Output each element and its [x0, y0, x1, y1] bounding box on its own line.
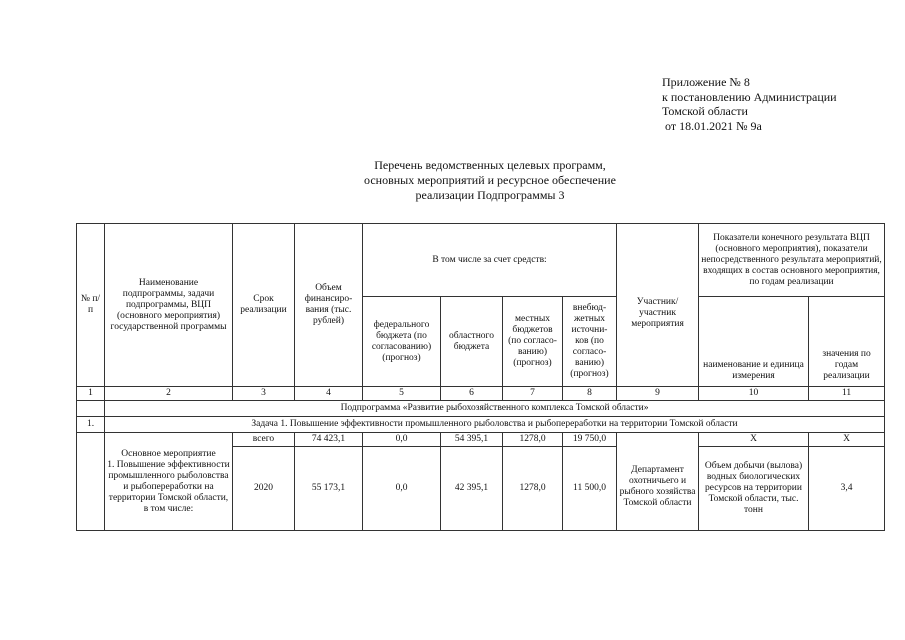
- col-number: 8: [563, 387, 617, 401]
- col-number: 7: [503, 387, 563, 401]
- activity-row-total: [77, 433, 885, 447]
- header-federal: федерального бюджета (по согласованию) (прогноз): [363, 297, 441, 387]
- col-number: 2: [105, 387, 233, 401]
- task-title: Задача 1. Повышение эффективности промышленного рыболовства и рыбопереработки на территории Томской области: [105, 417, 885, 433]
- subprogram-title: Подпрограмма «Развитие рыбохозяйственного комплекса Томской области»: [105, 401, 885, 417]
- extra-cell: 11 500,0: [563, 447, 617, 531]
- local-cell: 1278,0: [503, 447, 563, 531]
- program-table: [76, 223, 885, 531]
- header-name: Наименование подпрограммы, задачи подпрограммы, ВЦП (основного мероприятия) государственной программы: [105, 224, 233, 387]
- term-cell: 2020: [233, 447, 295, 531]
- appendix-line: от 18.01.2021 № 9а: [662, 118, 762, 133]
- appendix-block: [662, 75, 837, 133]
- participant-cell: Департамент охотничьего и рыбного хозяйства Томской области: [617, 433, 699, 531]
- activity-name: [105, 433, 233, 531]
- document-title: [300, 158, 680, 203]
- col-number: 1: [77, 387, 105, 401]
- appendix-line: к постановлению Администрации: [662, 89, 837, 104]
- appendix-line: Томской области: [662, 104, 748, 118]
- header-participant: Участник/ участник мероприятия: [617, 224, 699, 387]
- header-indicator-name: наименование и единица измерения: [699, 297, 809, 387]
- federal-cell: 0,0: [363, 433, 441, 447]
- term-cell: всего: [233, 433, 295, 447]
- col-number: 9: [617, 387, 699, 401]
- volume-cell: 55 173,1: [295, 447, 363, 531]
- extra-cell: 19 750,0: [563, 433, 617, 447]
- volume-cell: 74 423,1: [295, 433, 363, 447]
- regional-cell: 54 395,1: [441, 433, 503, 447]
- subprogram-num-cell: [77, 401, 105, 417]
- indicator-name-cell: X: [699, 433, 809, 447]
- title-line: основных мероприятий и ресурсное обеспечение: [364, 173, 616, 187]
- header-volume: Объем финансиро-вания (тыс. рублей): [295, 224, 363, 387]
- activity-num-cell: [77, 433, 105, 531]
- header-regional: областного бюджета: [441, 297, 503, 387]
- header-including: В том числе за счет средств:: [363, 224, 617, 297]
- federal-cell: 0,0: [363, 447, 441, 531]
- title-line: Перечень ведомственных целевых программ,: [374, 158, 606, 172]
- title-line: реализации Подпрограммы 3: [415, 188, 565, 202]
- header-local: местных бюджетов (по согласо-ванию) (прогноз): [503, 297, 563, 387]
- header-extra: внебюд-жетных источни-ков (по согласо-ванию) (прогноз): [563, 297, 617, 387]
- task-num: 1.: [77, 417, 105, 433]
- indicator-value-cell: X: [809, 433, 885, 447]
- indicator-name-cell: Объем добычи (вылова) водных биологических ресурсов на территории Томской области, тыс. тонн: [699, 447, 809, 531]
- indicator-value-cell: 3,4: [809, 447, 885, 531]
- col-number: 11: [809, 387, 885, 401]
- col-number: 4: [295, 387, 363, 401]
- activity-name-line1: Основное мероприятие: [121, 448, 216, 459]
- header-term: Срок реализации: [233, 224, 295, 387]
- header-indicators: Показатели конечного результата ВЦП (основного мероприятия), показатели непосредственного результата мероприятий, входящих в состав основного мероприятия, по годам реализации: [699, 224, 885, 297]
- header-indicator-values: значения по годам реализации: [809, 297, 885, 387]
- column-numbers-row: [77, 387, 885, 401]
- task-row: [77, 417, 885, 433]
- local-cell: 1278,0: [503, 433, 563, 447]
- col-number: 3: [233, 387, 295, 401]
- regional-cell: 42 395,1: [441, 447, 503, 531]
- header-num: № п/п: [77, 224, 105, 387]
- col-number: 5: [363, 387, 441, 401]
- col-number: 10: [699, 387, 809, 401]
- col-number: 6: [441, 387, 503, 401]
- activity-name-rest: 1. Повышение эффективности промышленного рыболовства и рыбопереработки на территории Томской области, в том числе:: [107, 459, 230, 514]
- subprogram-row: [77, 401, 885, 417]
- appendix-line: Приложение № 8: [662, 75, 750, 89]
